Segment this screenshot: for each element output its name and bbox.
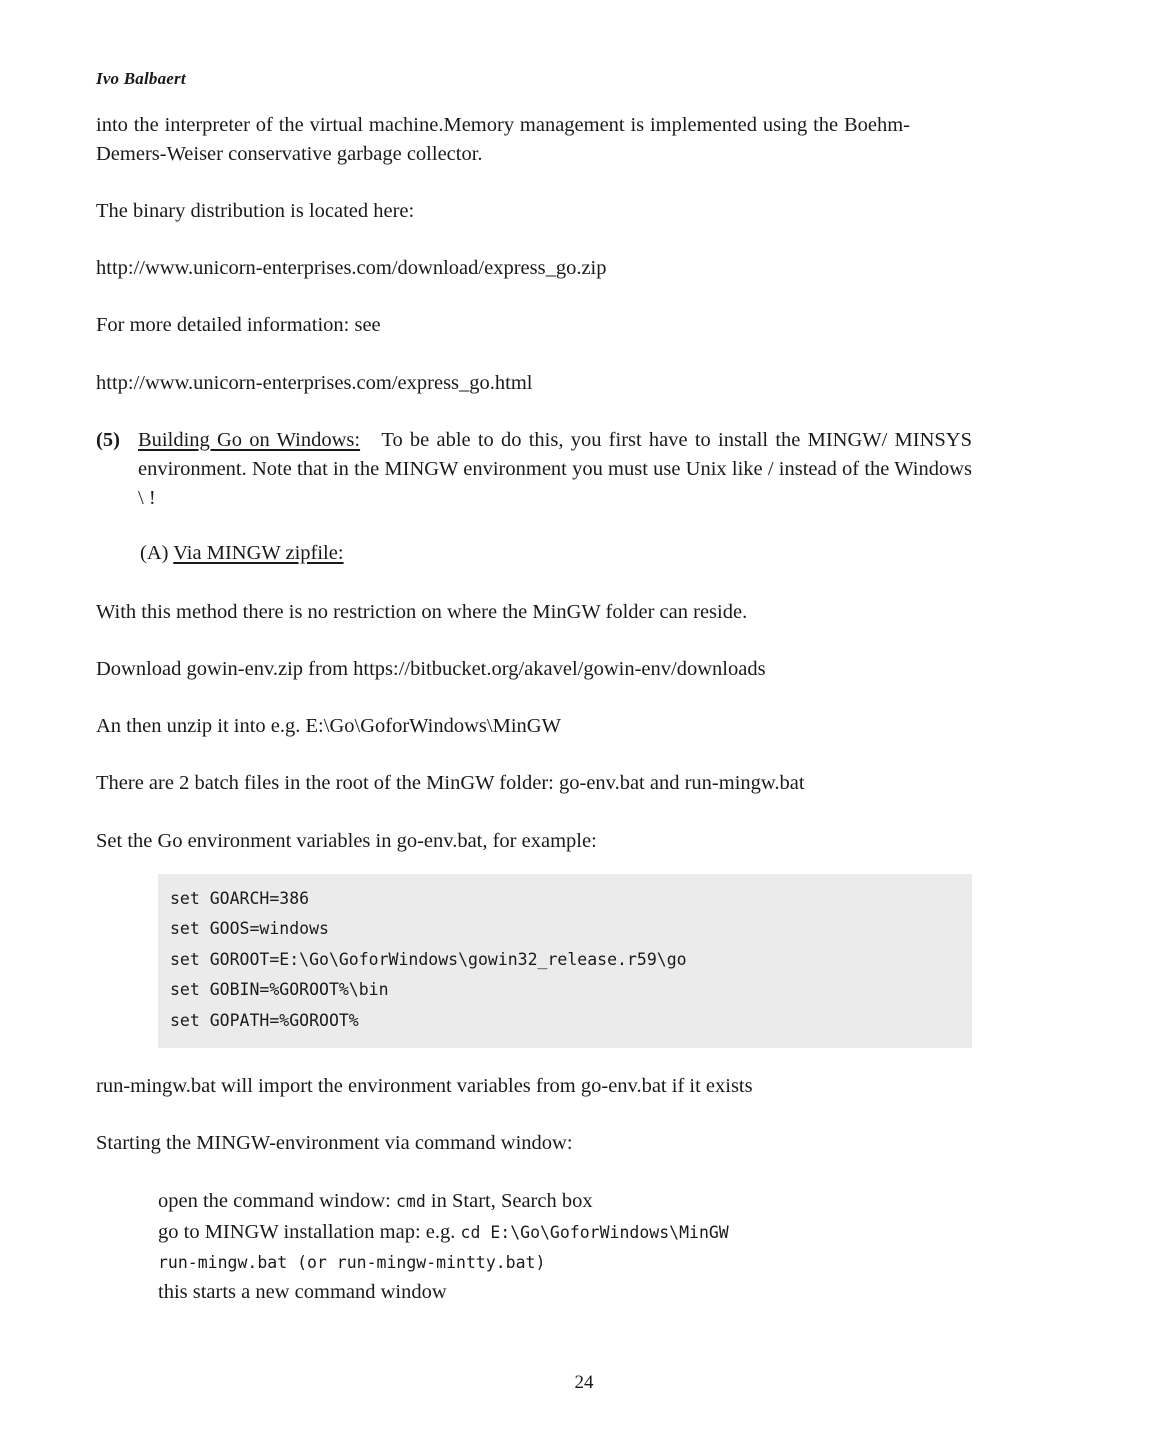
step-line-2-code: cd E:\Go\GoforWindows\MinGW [460,1222,729,1242]
paragraph-no-restriction: With this method there is no restriction on where the MinGW folder can reside. [96,601,748,624]
step-line-open-command-window [158,1186,972,1216]
step-line-new-command-window: this starts a new command window [158,1281,447,1304]
step-line-run-mingw-bat [158,1247,972,1277]
code-line: set GOARCH=386 [170,888,310,908]
list-item-5-number: (5) [96,428,120,451]
step-line-3-code: run-mingw.bat (or run-mingw-mintty.bat) [158,1253,546,1273]
paragraph-more-info: For more detailed information: see [96,314,381,337]
paragraph-download-gowin-env: Download gowin-env.zip from https://bitbucket.org/akavel/gowin-env/downloads [96,658,766,681]
paragraph-run-mingw-import: run-mingw.bat will import the environment variables from go-env.bat if it exists [96,1075,753,1098]
sub-item-a-label: (A) [140,541,169,564]
step-line-1-post: in Start, Search box [425,1190,593,1213]
paragraph-starting-mingw: Starting the MINGW-environment via command window: [96,1132,573,1155]
code-line: set GOPATH=%GOROOT% [170,1010,359,1030]
step-line-1-code: cmd [395,1192,426,1212]
step-line-2-pre: go to MINGW installation map: e.g. [158,1220,461,1243]
list-item-5 [96,426,972,513]
paragraph-binary-distribution: The binary distribution is located here: [96,200,415,223]
url-download-express-go-zip: http://www.unicorn-enterprises.com/download/express_go.zip [96,257,607,280]
list-item-5-text: To be able to do this, you first have to install the MINGW/ MINSYS environment. Note that in the MINGW environment you must use Unix like / instead of the Windows \ ! [138,428,972,509]
url-express-go-html: http://www.unicorn-enterprises.com/express_go.html [96,371,533,394]
step-line-go-to-mingw-map [158,1217,972,1247]
paragraph-interpreter-memory: into the interpreter of the virtual machine.Memory management is implemented using the Boehm-Demers-Weiser conservative garbage collector. [96,114,910,166]
code-line: set GOBIN=%GOROOT%\bin [170,980,389,1000]
paragraph-unzip-target: An then unzip it into e.g. E:\Go\GoforWindows\MinGW [96,715,561,738]
list-item-5-body [138,426,972,513]
steps-block [158,1186,972,1307]
step-line-1-pre: open the command window: [158,1190,396,1213]
sub-item-a [140,539,970,568]
list-item-5-heading: Building Go on Windows: [138,428,361,451]
page-number: 24 [574,1372,594,1393]
code-line: set GOOS=windows [170,919,329,939]
running-head: Ivo Balbaert [96,69,186,88]
code-line: set GOROOT=E:\Go\GoforWindows\gowin32_release.r59\go [170,949,687,969]
code-block-go-env [158,874,972,1049]
paragraph-set-env-vars: Set the Go environment variables in go-env.bat, for example: [96,829,597,852]
paragraph-batch-files: There are 2 batch files in the root of the MinGW folder: go-env.bat and run-mingw.bat [96,772,805,795]
sub-item-a-heading: Via MINGW zipfile: [173,541,344,564]
page-body [96,111,1072,1308]
